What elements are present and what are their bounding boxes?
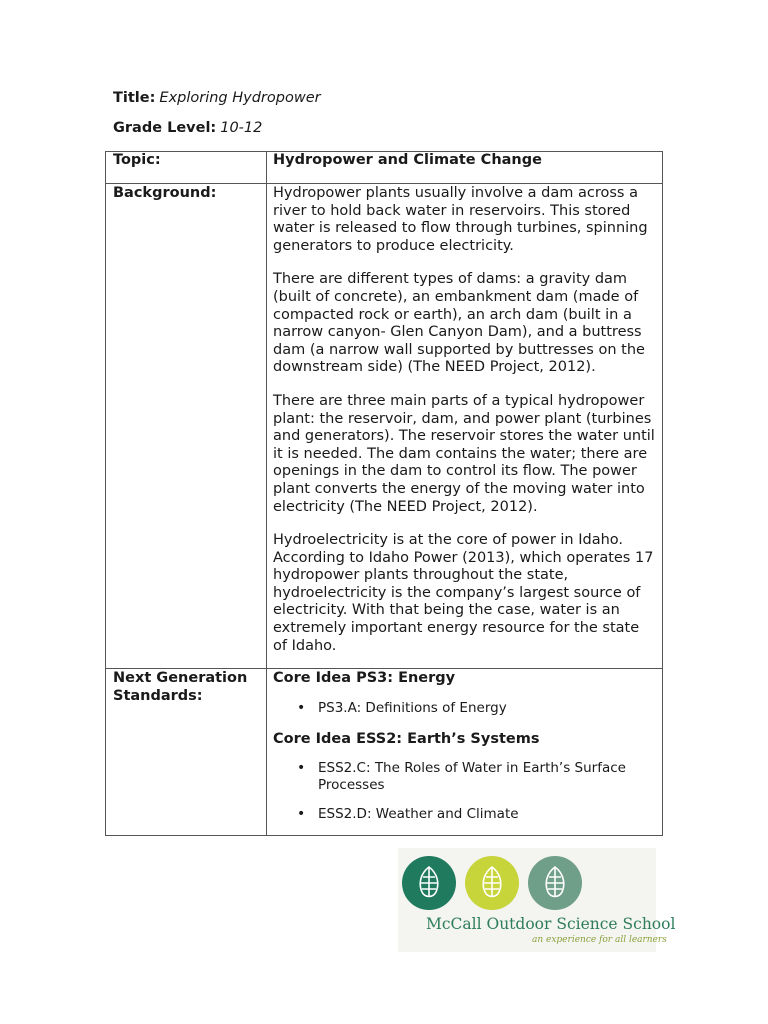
title-label: Title: (113, 90, 156, 106)
pinecone-icon (414, 865, 444, 901)
logo-circle-dark-green (402, 856, 456, 910)
logo-tagline: an experience for all learners (532, 935, 667, 945)
background-label: Background: (113, 185, 217, 201)
background-paragraph: There are three main parts of a typical hydropower plant: the reservoir, dam, and power plant (turbines and generators). The reservoir stores the water until it is needed. The dam contains the water; there are openings in the dam to control its flow. The power plant converts the energy of the moving water into electricity (The NEED Project, 2012). (273, 392, 655, 515)
lesson-table (105, 151, 663, 836)
logo-circle-sage (528, 856, 582, 910)
logo-circle-lime (465, 856, 519, 910)
standards-list (273, 700, 656, 717)
topic-row (106, 152, 663, 184)
standard-item: • ESS2.D: Weather and Climate (318, 806, 656, 823)
grade-level (113, 120, 262, 136)
topic-value: Hydropower and Climate Change (273, 152, 542, 168)
background-paragraph: Hydropower plants usually involve a dam across a river to hold back water in reservoirs. This stored water is released to flow through turbines, spinning generators to produce electricity. (273, 185, 648, 254)
grade-value: 10-12 (220, 120, 263, 136)
grade-label: Grade Level: (113, 120, 217, 136)
standards-row (106, 669, 663, 836)
background-paragraph: There are different types of dams: a gravity dam (built of concrete), an embankment dam (made of compacted rock or earth), an arch dam (built in a narrow canyon- Glen Canyon Dam), and a buttress dam (a narrow wall supported by buttresses on the downstream side) (The NEED Project, 2012). (273, 271, 645, 376)
title-value: Exploring Hydropower (159, 90, 321, 106)
standard-item: • PS3.A: Definitions of Energy (318, 700, 656, 717)
core-idea-heading: Core Idea PS3: Energy (273, 670, 456, 687)
core-idea-heading: Core Idea ESS2: Earth’s Systems (273, 730, 540, 747)
lesson-title (113, 90, 321, 106)
logo-name: McCall Outdoor Science School (426, 915, 676, 933)
pinecone-icon (477, 865, 507, 901)
pinecone-icon (540, 865, 570, 901)
school-logo (398, 848, 676, 952)
topic-label: Topic: (113, 152, 161, 168)
background-paragraph: Hydroelectricity is at the core of power in Idaho. According to Idaho Power (2013), which operates 17 hydropower plants throughout the state, hydroelectricity is the company’s largest source of electricity. With that being the case, water is an extremely important energy resource for the state of Idaho. (273, 532, 654, 654)
standards-label: Next Generation Standards: (113, 670, 248, 704)
standard-item: • ESS2.C: The Roles of Water in Earth’s Surface Processes (318, 760, 656, 794)
standards-list (273, 760, 656, 823)
background-row (106, 184, 663, 669)
